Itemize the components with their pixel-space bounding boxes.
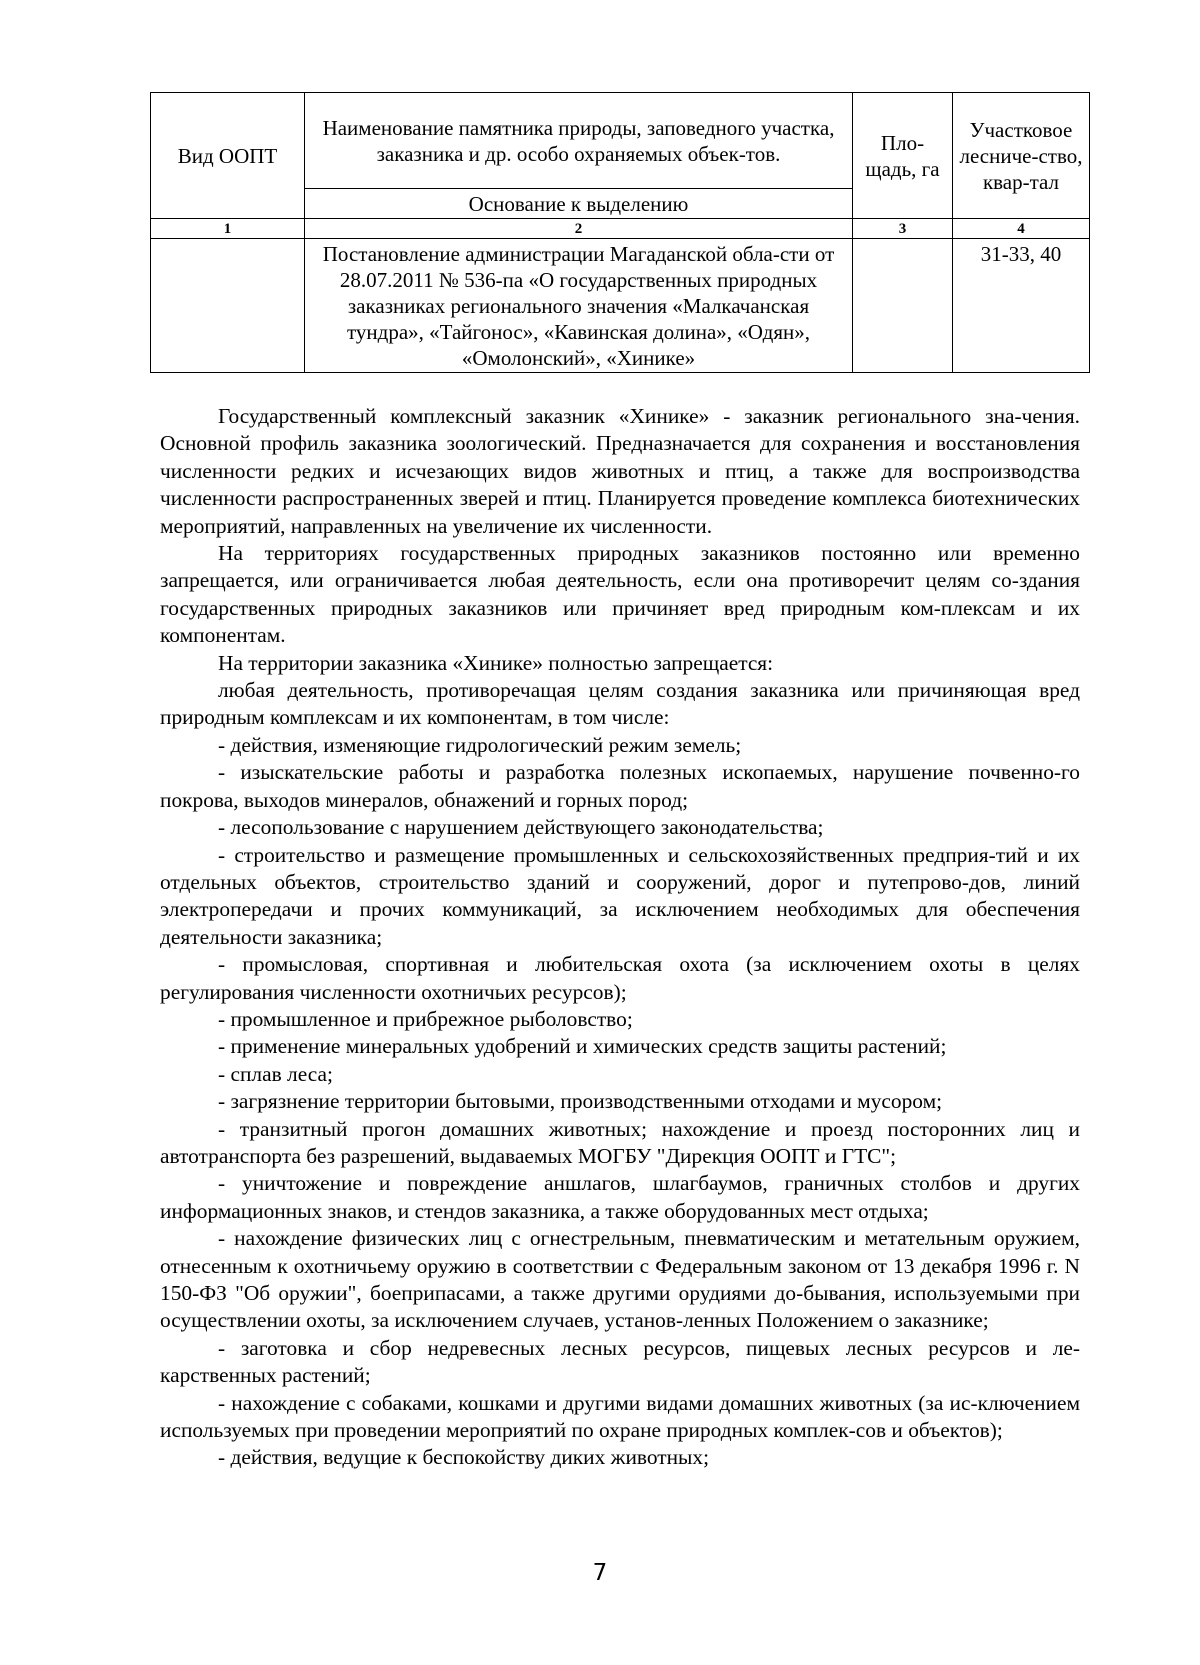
column-number: 3 bbox=[853, 219, 953, 239]
header-object-name bbox=[305, 93, 853, 189]
cell-basis: Постановление администрации Магаданской обла-сти от 28.07.2011 № 536-па «О государственных природных заказниках регионального значения «Малкачанская тундра», «Тайгонос», «Кавинская долина», «Одян», «Омолонский», «Хинике» bbox=[305, 239, 853, 373]
list-item: - уничтожение и повреждение аншлагов, шлагбаумов, граничных столбов и других информационных знаков, и стендов заказника, а также оборудованных мест отдыха; bbox=[160, 1171, 1080, 1223]
table-row bbox=[151, 239, 1090, 373]
list-item: - нахождение физических лиц с огнестрельным, пневматическим и метательным оружием, отнесенным к охотничьему оружию в соответствии с Федеральным законом от 13 декабря 1996 г. N 150-ФЗ "Об оружии", боеприпасами, а также другими орудиями до-бывания, используемыми при осуществлении охоты, за исключением случаев, установ-ленных Положением о заказнике; bbox=[160, 1226, 1080, 1333]
list-item: - промышленное и прибрежное рыболовство; bbox=[218, 1006, 633, 1031]
list-item: - действия, ведущие к беспокойству диких животных; bbox=[218, 1445, 710, 1470]
table-column-numbers bbox=[151, 219, 1090, 239]
paragraph: На территории заказника «Хинике» полностью запрещается: bbox=[218, 650, 774, 675]
paragraph: На территориях государственных природных заказников постоянно или временно запрещается, или ограничивается любая деятельность, если она противоречит целям со-здания государственных природных заказников или причиняет вред природным ком-плексам и их компонентам. bbox=[160, 541, 1080, 648]
paragraph: Государственный комплексный заказник «Хинике» - заказник регионального зна-чения. Основной профиль заказника зоологический. Предназначается для сохранения и восстановления численности редких и исчезающих видов животных и птиц, а также для воспроизводства численности распространенных зверей и птиц. Планируется проведение комплекса биотехнических мероприятий, направленных на увеличение их численности. bbox=[160, 404, 1080, 538]
header-area: Пло-щадь, га bbox=[853, 93, 953, 219]
list-item: - нахождение с собаками, кошками и другими видами домашних животных (за ис-ключением используемых при проведении мероприятий по охране природных комплек-сов и объектов); bbox=[160, 1390, 1080, 1443]
column-number: 4 bbox=[953, 219, 1090, 239]
header-basis: Основание к выделению bbox=[305, 189, 853, 219]
protected-areas-table bbox=[150, 92, 1090, 373]
list-item: - загрязнение территории бытовыми, производственными отходами и мусором; bbox=[218, 1089, 943, 1114]
list-item: - сплав леса; bbox=[218, 1061, 333, 1086]
column-number: 1 bbox=[151, 219, 305, 239]
paragraph: любая деятельность, противоречащая целям создания заказника или причиняющая вред природным комплексам и их компонентам, в том числе: bbox=[160, 678, 1080, 730]
header-object-name-text: Наименование памятника природы, заповедного участка, заказника и др. особо охраняемых объек-тов. bbox=[322, 115, 835, 166]
cell-area bbox=[853, 239, 953, 373]
list-item: - лесопользование с нарушением действующего законодательства; bbox=[218, 815, 824, 840]
header-forestry: Участковое лесниче-ство, квар-тал bbox=[953, 93, 1090, 219]
list-item: - промысловая, спортивная и любительская охота (за исключением охоты в целях регулирования численности охотничьих ресурсов); bbox=[160, 952, 1080, 1004]
table-header-row bbox=[151, 93, 1090, 189]
list-item: - изыскательские работы и разработка полезных ископаемых, нарушение почвенно-го покрова, выходов минералов, обнажений и горных пород; bbox=[160, 760, 1080, 812]
list-item: - действия, изменяющие гидрологический режим земель; bbox=[218, 732, 742, 757]
list-item: - применение минеральных удобрений и химических средств защиты растений; bbox=[218, 1034, 947, 1059]
list-item: - транзитный прогон домашних животных; нахождение и проезд посторонних лиц и автотранспорта без разрешений, выдаваемых МОГБУ "Дирекция ООПТ и ГТС"; bbox=[160, 1116, 1080, 1168]
body-text bbox=[160, 403, 1080, 1472]
page-number: 7 bbox=[592, 1560, 608, 1586]
list-item: - строительство и размещение промышленных и сельскохозяйственных предприя-тий и их отдельных объектов, строительство зданий и сооружений, дорог и путепрово-дов, линий электропередачи и прочих коммуникаций, за исключением необходимых для обеспечения деятельности заказника; bbox=[160, 842, 1080, 949]
column-number: 2 bbox=[305, 219, 853, 239]
list-item: - заготовка и сбор недревесных лесных ресурсов, пищевых лесных ресурсов и ле-карственных растений; bbox=[160, 1335, 1080, 1388]
cell-forestry: 31-33, 40 bbox=[953, 239, 1090, 373]
header-oopt-type: Вид ООПТ bbox=[151, 93, 305, 219]
cell-oopt-type bbox=[151, 239, 305, 373]
